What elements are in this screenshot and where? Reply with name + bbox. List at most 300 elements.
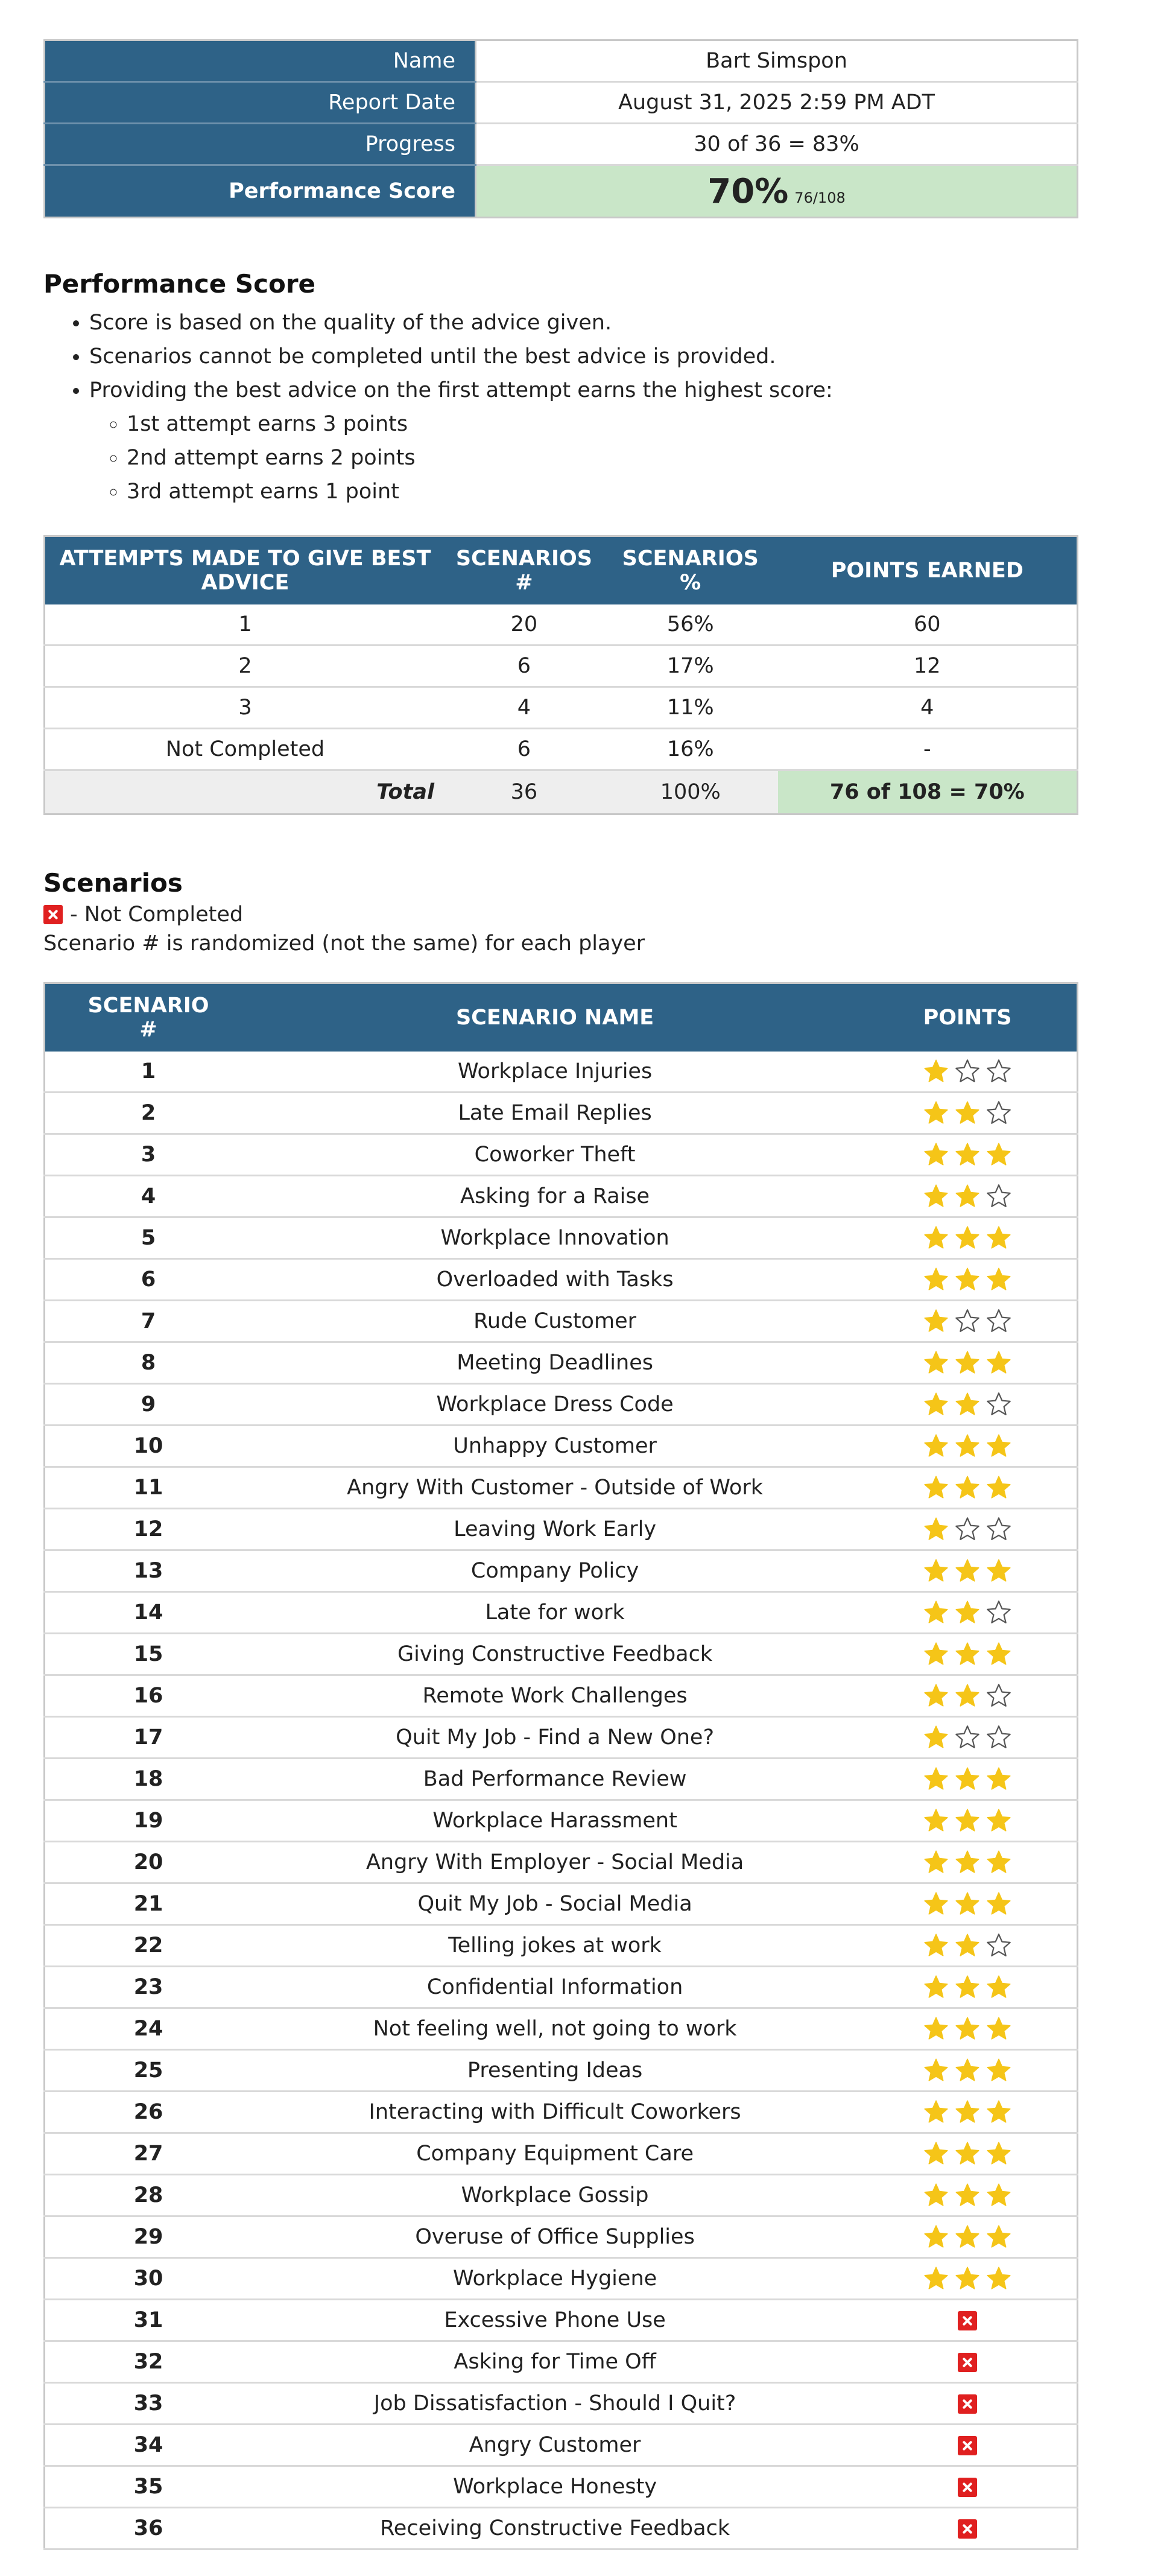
scenario-row bbox=[45, 1259, 1078, 1301]
scenario-name: Interacting with Difficult Coworkers bbox=[252, 2092, 858, 2133]
star-rating bbox=[923, 1100, 1012, 1126]
filled-star-icon bbox=[954, 2224, 981, 2250]
scenario-row bbox=[45, 2466, 1078, 2508]
scenario-number: 20 bbox=[45, 1842, 252, 1883]
scenario-number: 30 bbox=[45, 2258, 252, 2300]
filled-star-icon bbox=[923, 1474, 949, 1501]
scenario-row bbox=[45, 1842, 1078, 1883]
scenario-points bbox=[858, 1426, 1077, 1467]
scenario-row bbox=[45, 2508, 1078, 2549]
scenario-points bbox=[858, 1800, 1077, 1842]
star-rating bbox=[923, 2140, 1012, 2167]
filled-star-icon bbox=[954, 1225, 981, 1251]
star-rating bbox=[923, 2057, 1012, 2084]
scenario-number: 1 bbox=[45, 1052, 252, 1093]
filled-star-icon bbox=[954, 1807, 981, 1834]
not-completed-icon bbox=[958, 2478, 977, 2497]
filled-star-icon bbox=[986, 1266, 1012, 1293]
attempts-cell: 16% bbox=[603, 729, 778, 770]
filled-star-icon bbox=[986, 1974, 1012, 2000]
scenario-points bbox=[858, 1093, 1077, 1134]
points-rule-item: ◦ 1st attempt earns 3 points bbox=[127, 407, 1078, 441]
filled-star-icon bbox=[954, 1350, 981, 1376]
scenario-name: Coworker Theft bbox=[252, 1134, 858, 1176]
star-rating bbox=[923, 2016, 1012, 2042]
attempts-cell: 6 bbox=[445, 729, 603, 770]
attempts-column-header bbox=[603, 536, 778, 605]
filled-star-icon bbox=[954, 1932, 981, 1959]
scenario-points bbox=[858, 1052, 1077, 1093]
scenario-name: Company Policy bbox=[252, 1550, 858, 1592]
scenario-number: 12 bbox=[45, 1509, 252, 1550]
attempts-row bbox=[45, 687, 1078, 729]
scenario-row bbox=[45, 2175, 1078, 2216]
star-rating bbox=[923, 1724, 1012, 1751]
empty-star-icon bbox=[986, 1058, 1012, 1085]
attempts-column-header bbox=[445, 536, 603, 605]
scenario-number: 2 bbox=[45, 1093, 252, 1134]
scenario-number: 9 bbox=[45, 1384, 252, 1426]
filled-star-icon bbox=[923, 1974, 949, 2000]
total-percent: 100% bbox=[603, 770, 778, 814]
scenario-number: 5 bbox=[45, 1217, 252, 1259]
scenario-number: 7 bbox=[45, 1301, 252, 1342]
filled-star-icon bbox=[986, 2265, 1012, 2292]
filled-star-icon bbox=[954, 2057, 981, 2084]
empty-star-icon bbox=[954, 1724, 981, 1751]
star-rating bbox=[923, 2224, 1012, 2250]
scenario-name: Unhappy Customer bbox=[252, 1426, 858, 1467]
filled-star-icon bbox=[923, 1141, 949, 1168]
scenario-points bbox=[858, 1217, 1077, 1259]
scenario-points bbox=[858, 2425, 1077, 2466]
scenario-name: Angry With Employer - Social Media bbox=[252, 1842, 858, 1883]
scenario-points bbox=[858, 1842, 1077, 1883]
star-rating bbox=[923, 1225, 1012, 1251]
filled-star-icon bbox=[986, 2182, 1012, 2209]
filled-star-icon bbox=[954, 1391, 981, 1418]
scenario-points bbox=[858, 1176, 1077, 1217]
total-count: 36 bbox=[445, 770, 603, 814]
scenario-points bbox=[858, 1675, 1077, 1717]
scenario-points bbox=[858, 1134, 1077, 1176]
filled-star-icon bbox=[986, 1141, 1012, 1168]
attempts-row bbox=[45, 604, 1078, 646]
attempts-cell: - bbox=[778, 729, 1078, 770]
attempts-cell: 4 bbox=[445, 687, 603, 729]
scenario-number: 35 bbox=[45, 2466, 252, 2508]
total-label: Total bbox=[45, 770, 445, 814]
summary-row bbox=[45, 40, 1078, 82]
scenario-row bbox=[45, 2133, 1078, 2175]
filled-star-icon bbox=[923, 1683, 949, 1709]
star-rating bbox=[923, 1433, 1012, 1459]
summary-label: Report Date bbox=[45, 82, 476, 124]
attempts-cell: 2 bbox=[45, 646, 445, 687]
scenario-name: Asking for a Raise bbox=[252, 1176, 858, 1217]
filled-star-icon bbox=[954, 2140, 981, 2167]
rule-item: • Scenarios cannot be completed until the best advice is provided. bbox=[89, 340, 1078, 373]
scenario-points bbox=[858, 2050, 1077, 2092]
not-completed-icon bbox=[958, 2394, 977, 2414]
filled-star-icon bbox=[986, 2099, 1012, 2125]
scenario-number: 23 bbox=[45, 1967, 252, 2008]
scenario-name: Overuse of Office Supplies bbox=[252, 2216, 858, 2258]
filled-star-icon bbox=[986, 1558, 1012, 1584]
filled-star-icon bbox=[954, 1266, 981, 1293]
filled-star-icon bbox=[923, 1891, 949, 1917]
filled-star-icon bbox=[923, 1849, 949, 1876]
attempts-row bbox=[45, 646, 1078, 687]
filled-star-icon bbox=[986, 1433, 1012, 1459]
filled-star-icon bbox=[923, 1266, 949, 1293]
filled-star-icon bbox=[954, 1891, 981, 1917]
scenario-name: Presenting Ideas bbox=[252, 2050, 858, 2092]
filled-star-icon bbox=[923, 1225, 949, 1251]
filled-star-icon bbox=[986, 1891, 1012, 1917]
scenario-points bbox=[858, 2300, 1077, 2341]
scenario-number: 19 bbox=[45, 1800, 252, 1842]
header-line: POINTS bbox=[923, 1006, 1012, 1030]
scenario-number: 18 bbox=[45, 1759, 252, 1800]
scenario-row bbox=[45, 1967, 1078, 2008]
scenario-name: Job Dissatisfaction - Should I Quit? bbox=[252, 2383, 858, 2425]
scenario-name: Remote Work Challenges bbox=[252, 1675, 858, 1717]
filled-star-icon bbox=[923, 2057, 949, 2084]
filled-star-icon bbox=[923, 2140, 949, 2167]
attempts-cell: 3 bbox=[45, 687, 445, 729]
rule-item: • Score is based on the quality of the advice given. bbox=[89, 306, 1078, 340]
scenario-name: Quit My Job - Find a New One? bbox=[252, 1717, 858, 1759]
scenario-points bbox=[858, 1967, 1077, 2008]
scenario-points bbox=[858, 1342, 1077, 1384]
filled-star-icon bbox=[954, 1433, 981, 1459]
filled-star-icon bbox=[954, 2182, 981, 2209]
scenario-row bbox=[45, 1342, 1078, 1384]
filled-star-icon bbox=[954, 1683, 981, 1709]
attempts-total-row bbox=[45, 770, 1078, 814]
header-line: SCENARIOS bbox=[455, 547, 592, 571]
empty-star-icon bbox=[986, 1308, 1012, 1334]
filled-star-icon bbox=[923, 1932, 949, 1959]
empty-star-icon bbox=[986, 1599, 1012, 1626]
empty-star-icon bbox=[986, 1683, 1012, 1709]
filled-star-icon bbox=[923, 2099, 949, 2125]
scenario-points bbox=[858, 2133, 1077, 2175]
attempts-table bbox=[43, 535, 1078, 815]
scenario-row bbox=[45, 1800, 1078, 1842]
scenario-points bbox=[858, 2175, 1077, 2216]
scenario-name: Bad Performance Review bbox=[252, 1759, 858, 1800]
star-rating bbox=[923, 1974, 1012, 2000]
filled-star-icon bbox=[986, 2016, 1012, 2042]
scenario-number: 13 bbox=[45, 1550, 252, 1592]
attempts-cell: 12 bbox=[778, 646, 1078, 687]
header-line: SCENARIO bbox=[87, 994, 209, 1018]
scenario-points bbox=[858, 2341, 1077, 2383]
header-line: # bbox=[139, 1018, 157, 1042]
scenario-name: Company Equipment Care bbox=[252, 2133, 858, 2175]
scenario-number: 26 bbox=[45, 2092, 252, 2133]
star-rating bbox=[923, 1183, 1012, 1210]
summary-value: Bart Simspon bbox=[476, 40, 1078, 82]
scenario-points bbox=[858, 1384, 1077, 1426]
scenario-row bbox=[45, 1176, 1078, 1217]
filled-star-icon bbox=[923, 1724, 949, 1751]
scenario-row bbox=[45, 2216, 1078, 2258]
summary-score-value-cell bbox=[476, 165, 1078, 218]
scenario-number: 8 bbox=[45, 1342, 252, 1384]
scenario-row bbox=[45, 1052, 1078, 1093]
scenario-points bbox=[858, 2466, 1077, 2508]
filled-star-icon bbox=[923, 2265, 949, 2292]
scenario-row bbox=[45, 1925, 1078, 1967]
filled-star-icon bbox=[923, 2182, 949, 2209]
points-rule-item: ◦ 3rd attempt earns 1 point bbox=[127, 475, 1078, 509]
filled-star-icon bbox=[954, 1183, 981, 1210]
scenario-number: 14 bbox=[45, 1592, 252, 1634]
attempts-cell: 1 bbox=[45, 604, 445, 646]
scenario-number: 29 bbox=[45, 2216, 252, 2258]
scenario-number: 32 bbox=[45, 2341, 252, 2383]
filled-star-icon bbox=[923, 1391, 949, 1418]
scenario-name: Overloaded with Tasks bbox=[252, 1259, 858, 1301]
scenario-row bbox=[45, 1675, 1078, 1717]
filled-star-icon bbox=[954, 2099, 981, 2125]
filled-star-icon bbox=[923, 1058, 949, 1085]
header-line: # bbox=[515, 571, 533, 595]
star-rating bbox=[923, 1266, 1012, 1293]
scenario-number: 22 bbox=[45, 1925, 252, 1967]
scenario-points bbox=[858, 1301, 1077, 1342]
scenario-row bbox=[45, 2258, 1078, 2300]
scenarios-column-header bbox=[45, 983, 252, 1052]
filled-star-icon bbox=[954, 1641, 981, 1667]
scenario-name: Excessive Phone Use bbox=[252, 2300, 858, 2341]
filled-star-icon bbox=[923, 1516, 949, 1543]
scenario-points bbox=[858, 2008, 1077, 2050]
scenario-row bbox=[45, 1301, 1078, 1342]
scenario-name: Workplace Dress Code bbox=[252, 1384, 858, 1426]
scenario-row bbox=[45, 2300, 1078, 2341]
scenario-row bbox=[45, 1592, 1078, 1634]
empty-star-icon bbox=[954, 1058, 981, 1085]
scenario-name: Workplace Harassment bbox=[252, 1800, 858, 1842]
scenario-row bbox=[45, 1717, 1078, 1759]
attempts-cell: 17% bbox=[603, 646, 778, 687]
randomized-note: Scenario # is randomized (not the same) for each player bbox=[43, 931, 645, 956]
scenario-row bbox=[45, 2008, 1078, 2050]
header-line: SCENARIOS bbox=[622, 547, 759, 571]
scenario-number: 16 bbox=[45, 1675, 252, 1717]
summary-score-label: Performance Score bbox=[45, 165, 476, 218]
scenario-name: Not feeling well, not going to work bbox=[252, 2008, 858, 2050]
scenario-name: Workplace Hygiene bbox=[252, 2258, 858, 2300]
scenario-name: Late for work bbox=[252, 1592, 858, 1634]
scenario-points bbox=[858, 2508, 1077, 2549]
filled-star-icon bbox=[923, 1100, 949, 1126]
filled-star-icon bbox=[954, 1474, 981, 1501]
scenario-number: 17 bbox=[45, 1717, 252, 1759]
summary-table bbox=[43, 39, 1078, 218]
attempts-cell: 56% bbox=[603, 604, 778, 646]
filled-star-icon bbox=[954, 1599, 981, 1626]
star-rating bbox=[923, 1849, 1012, 1876]
empty-star-icon bbox=[986, 1724, 1012, 1751]
scenario-number: 25 bbox=[45, 2050, 252, 2092]
scenario-points bbox=[858, 2383, 1077, 2425]
not-completed-icon bbox=[958, 2311, 977, 2330]
scenario-points bbox=[858, 1925, 1077, 1967]
scenario-number: 3 bbox=[45, 1134, 252, 1176]
filled-star-icon bbox=[986, 2140, 1012, 2167]
scenario-points bbox=[858, 1467, 1077, 1509]
star-rating bbox=[923, 1058, 1012, 1085]
filled-star-icon bbox=[923, 1641, 949, 1667]
attempts-cell: 11% bbox=[603, 687, 778, 729]
filled-star-icon bbox=[986, 1807, 1012, 1834]
filled-star-icon bbox=[954, 1766, 981, 1792]
filled-star-icon bbox=[923, 2016, 949, 2042]
scenarios-heading: Scenarios bbox=[43, 868, 183, 898]
scenario-row bbox=[45, 2383, 1078, 2425]
empty-star-icon bbox=[986, 1932, 1012, 1959]
empty-star-icon bbox=[954, 1308, 981, 1334]
scenario-name: Workplace Honesty bbox=[252, 2466, 858, 2508]
star-rating bbox=[923, 1683, 1012, 1709]
scenario-points bbox=[858, 1634, 1077, 1675]
scenario-number: 27 bbox=[45, 2133, 252, 2175]
scenario-row bbox=[45, 1093, 1078, 1134]
empty-star-icon bbox=[986, 1183, 1012, 1210]
scenario-row bbox=[45, 1467, 1078, 1509]
star-rating bbox=[923, 1807, 1012, 1834]
scenario-row bbox=[45, 1384, 1078, 1426]
attempts-cell: 6 bbox=[445, 646, 603, 687]
scenario-name: Workplace Gossip bbox=[252, 2175, 858, 2216]
points-rule-item: ◦ 2nd attempt earns 2 points bbox=[127, 441, 1078, 475]
star-rating bbox=[923, 1141, 1012, 1168]
star-rating bbox=[923, 1599, 1012, 1626]
scenario-name: Telling jokes at work bbox=[252, 1925, 858, 1967]
attempts-cell: 20 bbox=[445, 604, 603, 646]
filled-star-icon bbox=[954, 2265, 981, 2292]
star-rating bbox=[923, 1558, 1012, 1584]
summary-value: August 31, 2025 2:59 PM ADT bbox=[476, 82, 1078, 124]
scenario-number: 4 bbox=[45, 1176, 252, 1217]
filled-star-icon bbox=[986, 2224, 1012, 2250]
score-percent: 70% bbox=[707, 171, 789, 211]
filled-star-icon bbox=[954, 1141, 981, 1168]
scenario-name: Meeting Deadlines bbox=[252, 1342, 858, 1384]
filled-star-icon bbox=[986, 1474, 1012, 1501]
summary-label: Progress bbox=[45, 124, 476, 165]
filled-star-icon bbox=[954, 2016, 981, 2042]
rule-item bbox=[89, 373, 1078, 509]
scenarios-column-header bbox=[858, 983, 1077, 1052]
scenario-name: Angry Customer bbox=[252, 2425, 858, 2466]
legend bbox=[43, 903, 1078, 927]
filled-star-icon bbox=[923, 1433, 949, 1459]
scenario-points bbox=[858, 1883, 1077, 1925]
empty-star-icon bbox=[986, 1516, 1012, 1543]
attempts-cell: 4 bbox=[778, 687, 1078, 729]
attempts-cell: 60 bbox=[778, 604, 1078, 646]
scenario-points bbox=[858, 1509, 1077, 1550]
scenario-row bbox=[45, 1217, 1078, 1259]
attempts-cell: Not Completed bbox=[45, 729, 445, 770]
filled-star-icon bbox=[923, 1807, 949, 1834]
star-rating bbox=[923, 1350, 1012, 1376]
filled-star-icon bbox=[986, 1766, 1012, 1792]
summary-value: 30 of 36 = 83% bbox=[476, 124, 1078, 165]
scenario-number: 31 bbox=[45, 2300, 252, 2341]
scenario-points bbox=[858, 2092, 1077, 2133]
filled-star-icon bbox=[954, 1558, 981, 1584]
filled-star-icon bbox=[986, 1225, 1012, 1251]
star-rating bbox=[923, 2182, 1012, 2209]
scenario-name: Workplace Innovation bbox=[252, 1217, 858, 1259]
filled-star-icon bbox=[923, 1308, 949, 1334]
not-completed-icon bbox=[958, 2519, 977, 2539]
star-rating bbox=[923, 1308, 1012, 1334]
scenario-name: Confidential Information bbox=[252, 1967, 858, 2008]
scenario-name: Giving Constructive Feedback bbox=[252, 1634, 858, 1675]
star-rating bbox=[923, 1391, 1012, 1418]
scenario-row bbox=[45, 1759, 1078, 1800]
empty-star-icon bbox=[986, 1100, 1012, 1126]
rule-item-text: Providing the best advice on the first attempt earns the highest score: bbox=[89, 378, 833, 402]
star-rating bbox=[923, 1891, 1012, 1917]
scenario-row bbox=[45, 1134, 1078, 1176]
filled-star-icon bbox=[923, 1183, 949, 1210]
scenario-number: 28 bbox=[45, 2175, 252, 2216]
summary-label: Name bbox=[45, 40, 476, 82]
filled-star-icon bbox=[986, 1641, 1012, 1667]
scenario-name: Quit My Job - Social Media bbox=[252, 1883, 858, 1925]
scenario-number: 10 bbox=[45, 1426, 252, 1467]
scenario-name: Leaving Work Early bbox=[252, 1509, 858, 1550]
star-rating bbox=[923, 1932, 1012, 1959]
scenario-row bbox=[45, 2341, 1078, 2383]
scenario-points bbox=[858, 1717, 1077, 1759]
filled-star-icon bbox=[954, 1849, 981, 1876]
filled-star-icon bbox=[923, 1558, 949, 1584]
scenario-name: Angry With Customer - Outside of Work bbox=[252, 1467, 858, 1509]
scenario-name: Workplace Injuries bbox=[252, 1052, 858, 1093]
summary-row bbox=[45, 124, 1078, 165]
report-page bbox=[43, 39, 1078, 2550]
scenario-points bbox=[858, 1259, 1077, 1301]
scenario-number: 24 bbox=[45, 2008, 252, 2050]
star-rating bbox=[923, 1766, 1012, 1792]
scenario-row bbox=[45, 1883, 1078, 1925]
performance-score-rules bbox=[43, 306, 1078, 509]
filled-star-icon bbox=[923, 1350, 949, 1376]
performance-score-section bbox=[43, 269, 1078, 509]
scenario-points bbox=[858, 1759, 1077, 1800]
legend-text: - Not Completed bbox=[70, 903, 244, 927]
scenario-number: 6 bbox=[45, 1259, 252, 1301]
attempts-column-header bbox=[778, 536, 1078, 605]
attempts-row bbox=[45, 729, 1078, 770]
scenario-row bbox=[45, 1509, 1078, 1550]
star-rating bbox=[923, 2265, 1012, 2292]
filled-star-icon bbox=[923, 2224, 949, 2250]
scenario-row bbox=[45, 2092, 1078, 2133]
scenario-number: 11 bbox=[45, 1467, 252, 1509]
star-rating bbox=[923, 1641, 1012, 1667]
